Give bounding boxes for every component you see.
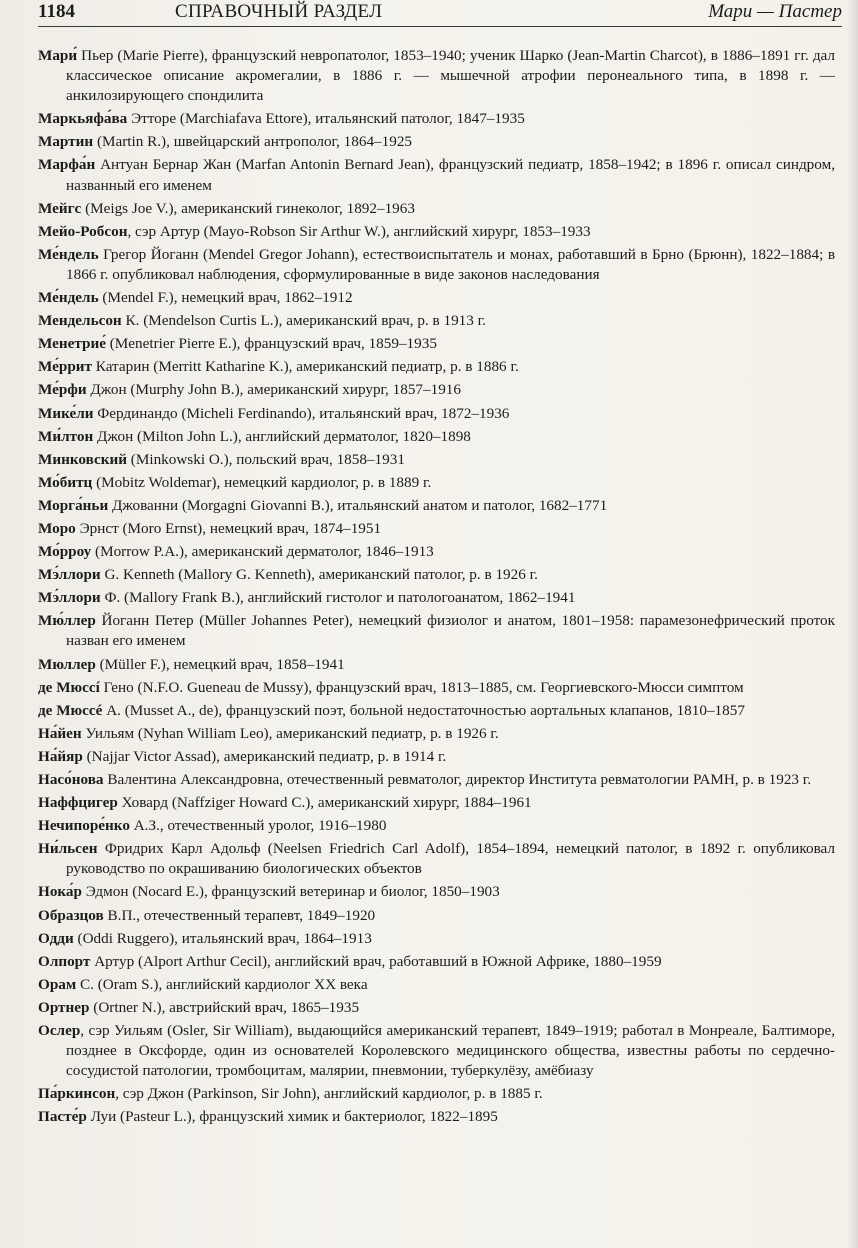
- entry-headword: Ме́ррит: [38, 358, 92, 376]
- entry-text: (Mobitz Woldemar), немецкий кардиолог, р. в 1889 г.: [92, 473, 432, 491]
- list-item: [38, 906, 835, 926]
- entry-text: Пьер (Marie Pierre), французский невропатолог, 1853–1940; ученик Шарко (Jean-Martin Charcot), в 1886–1891 гг. дал классическое описание акромегалии, в 1886 г. — мышечной атрофии перонеального типа, в 1898 г. — анкилозирующего спондилита: [66, 47, 835, 105]
- entry-text: А.З., отечественный уролог, 1916–1980: [129, 817, 387, 835]
- list-item: [38, 519, 835, 539]
- list-item: [38, 427, 835, 447]
- entry-text: (Müller F.), немецкий врач, 1858–1941: [95, 655, 345, 673]
- entry-headword: Орам: [38, 975, 77, 993]
- entry-text: (Ortner N.), австрийский врач, 1865–1935: [89, 998, 360, 1016]
- entry-text: , сэр Артур (Mayo-Robson Sir Arthur W.), английский хирург, 1853–1933: [127, 222, 591, 240]
- entry-text: Фридрих Карл Адольф (Neelsen Friedrich Carl Adolf), 1854–1894, немецкий патолог, в 1892 г. опубликовал руководство по окрашиванию биологических объектов: [66, 840, 835, 878]
- list-item: [38, 311, 835, 331]
- list-item: [38, 1021, 835, 1081]
- entry-text: Йоганн Петер (Müller Johannes Peter), немецкий физиолог и анатом, 1801–1958: парамезонефрический проток назван его именем: [66, 612, 835, 650]
- entry-text: (Meigs Joe V.), американский гинеколог, 1892–1963: [81, 199, 415, 217]
- entry-headword: Ни́льсен: [38, 840, 98, 858]
- header-rule: [38, 26, 842, 27]
- entry-text: С. (Oram S.), английский кардиолог XX века: [76, 975, 368, 993]
- section-title: СПРАВОЧНЫЙ РАЗДЕЛ: [175, 1, 383, 22]
- list-item: [38, 565, 835, 585]
- list-item: [38, 155, 835, 195]
- list-item: [38, 334, 835, 354]
- list-item: [38, 288, 835, 308]
- list-item: [38, 245, 835, 285]
- entry-headword: Насо́нова: [38, 771, 104, 788]
- entry-headword: Мо́рроу: [38, 543, 92, 561]
- entry-headword: Морга́ньи: [38, 496, 109, 514]
- entry-text: Фердинандо (Micheli Ferdinando), итальянский врач, 1872–1936: [93, 404, 510, 422]
- entry-text: Луи (Pasteur L.), французский химик и бактериолог, 1822–1895: [86, 1108, 498, 1126]
- entry-headword: Нока́р: [38, 883, 82, 901]
- entry-headword: Ме́ндель: [38, 289, 99, 307]
- entry-text: Антуан Бернар Жан (Marfan Antonin Bernard Jean), французский педиатр, 1858–1942; в 1896 г. описал синдром, названный его именем: [66, 156, 835, 194]
- entry-headword: Мо́битц: [38, 473, 93, 491]
- entry-headword: Менетрие́: [38, 335, 106, 353]
- entry-headword: де Мюссí: [38, 678, 100, 696]
- entry-headword: Па́ркинсон: [38, 1085, 116, 1103]
- entry-headword: На́йен: [38, 724, 82, 742]
- entry-text: (Oddi Ruggero), итальянский врач, 1864–1913: [73, 929, 372, 947]
- list-item: [38, 46, 835, 106]
- entry-text: (Menetrier Pierre E.), французский врач, 1859–1935: [105, 335, 437, 353]
- list-item: [38, 542, 835, 562]
- list-item: [38, 655, 835, 675]
- entry-text: Ховард (Naffziger Howard C.), американский хирург, 1884–1961: [117, 794, 532, 812]
- entry-headword: Пасте́р: [38, 1108, 87, 1126]
- entry-text: (Najjar Victor Assad), американский педиатр, р. в 1914 г.: [82, 747, 447, 765]
- list-item: [38, 816, 835, 836]
- list-item: [38, 1084, 835, 1104]
- entry-headword: Мю́ллер: [38, 612, 96, 630]
- entry-headword: Минковский: [38, 450, 127, 468]
- list-item: [38, 998, 835, 1018]
- entry-headword: Марфа́н: [38, 156, 96, 174]
- list-item: [38, 724, 835, 744]
- list-item: [38, 496, 835, 516]
- entry-headword: Образцов: [38, 906, 104, 924]
- list-item: [38, 882, 835, 902]
- entry-headword: Нечипоре́нко: [38, 817, 130, 835]
- entry-text: (Mendel F.), немецкий врач, 1862–1912: [98, 289, 353, 307]
- list-item: [38, 380, 835, 400]
- entry-text: В.П., отечественный терапевт, 1849–1920: [103, 906, 376, 924]
- entry-text: Артур (Alport Arthur Cecil), английский врач, работавший в Южной Африке, 1880–1959: [90, 952, 662, 970]
- entry-headword: Ме́рфи: [38, 381, 87, 399]
- list-item: [38, 199, 835, 219]
- entry-headword: де Мюссé: [38, 701, 103, 719]
- list-item: [38, 975, 835, 995]
- entry-headword: Моро: [38, 519, 76, 537]
- entry-headword: Одди: [38, 929, 74, 947]
- entry-text: Уильям (Nyhan William Leo), американский педиатр, р. в 1926 г.: [81, 724, 499, 742]
- list-item: [38, 747, 835, 767]
- entry-text: Этторе (Marchiafava Ettore), итальянский патолог, 1847–1935: [127, 110, 525, 128]
- running-title: Мари — Пастер: [708, 1, 842, 22]
- entry-text: , сэр Джон (Parkinson, Sir John), английский кардиолог, р. в 1885 г.: [115, 1085, 543, 1103]
- entry-list: [38, 46, 835, 1131]
- list-item: [38, 222, 835, 242]
- page-number: 1184: [38, 1, 75, 22]
- entry-text: Эрнст (Moro Ernst), немецкий врач, 1874–1951: [75, 519, 382, 537]
- list-item: [38, 678, 835, 698]
- entry-text: (Martin R.), швейцарский антрополог, 1864–1925: [93, 133, 413, 151]
- list-item: [38, 473, 835, 493]
- entry-text: , сэр Уильям (Osler, Sir William), выдающийся американский терапевт, 1849–1919; работал в Монреале, Балтиморе, позднее в Оксфорде, один из основателей Королевского медицинского общества, известны работы по сердечно-сосудистой патологии, тромбоцитам, малярии, пневмонии, туберкулёзу, амёбиазу: [66, 1022, 835, 1080]
- entry-text: Джон (Milton John L.), английский дерматолог, 1820–1898: [93, 427, 471, 445]
- entry-headword: Мюллер: [38, 655, 96, 673]
- list-item: [38, 109, 835, 129]
- page-header: [38, 0, 842, 26]
- entry-headword: Мэ́ллори: [38, 566, 101, 584]
- entry-text: Грегор Йоганн (Mendel Gregor Johann), естествоиспытатель и монах, работавший в Брно (Брюнн), 1822–1884; в 1866 г. опубликовал наблюдения, сформулированные в виде законов наследования: [66, 245, 835, 283]
- entry-text: Валентина Александровна, отечественный ревматолог, директор Института ревматологии РАМН, р. в 1923 г.: [103, 771, 812, 788]
- entry-headword: Мейгс: [38, 199, 82, 217]
- entry-text: (Morrow P.A.), американский дерматолог, 1846–1913: [91, 543, 434, 561]
- entry-text: Джованни (Morgagni Giovanni B.), итальянский анатом и патолог, 1682–1771: [108, 496, 608, 514]
- list-item: [38, 701, 835, 721]
- entry-text: Джон (Murphy John B.), американский хирург, 1857–1916: [86, 381, 461, 399]
- page-edge-shadow: [846, 0, 858, 1248]
- entry-headword: Мэ́ллори: [38, 589, 101, 607]
- entry-headword: Мартин: [38, 133, 94, 151]
- list-item: [38, 588, 835, 608]
- entry-text: Катарин (Merritt Katharine K.), американский педиатр, р. в 1886 г.: [91, 358, 519, 376]
- list-item: [38, 1107, 835, 1127]
- list-item: [38, 952, 835, 972]
- entry-headword: Мендельсон: [38, 312, 122, 330]
- entry-headword: Ме́ндель: [38, 245, 99, 263]
- list-item: [38, 839, 835, 879]
- entry-text: Эдмон (Nocard E.), французский ветеринар и биолог, 1850–1903: [81, 883, 500, 901]
- list-item: [38, 450, 835, 470]
- entry-headword: Наффцигер: [38, 794, 118, 812]
- entry-text: G. Kenneth (Mallory G. Kenneth), американский патолог, р. в 1926 г.: [100, 566, 538, 584]
- entry-headword: Мейо-Робсон: [38, 222, 128, 240]
- entry-text: (Minkowski O.), польский врач, 1858–1931: [126, 450, 405, 468]
- list-item: [38, 357, 835, 377]
- entry-text: Ф. (Mallory Frank B.), английский гистолог и патологоанатом, 1862–1941: [100, 589, 576, 607]
- entry-text: А. (Musset A., de), французский поэт, больной недостаточностью аортальных клапанов, 1810–1857: [102, 701, 745, 719]
- list-item: [38, 929, 835, 949]
- entry-headword: Маркьяфа́ва: [38, 110, 128, 128]
- entry-headword: Ортнер: [38, 998, 90, 1016]
- entry-headword: На́йяр: [38, 747, 83, 765]
- entry-headword: Олпорт: [38, 952, 91, 970]
- entry-headword: Ми́лтон: [38, 427, 94, 445]
- list-item: [38, 404, 835, 424]
- entry-headword: Мике́ли: [38, 404, 94, 422]
- list-item: [38, 770, 835, 790]
- list-item: [38, 132, 835, 152]
- list-item: [38, 611, 835, 651]
- entry-text: Гено (N.F.O. Gueneau de Mussy), французский врач, 1813–1885, см. Георгиевского-Мюсси симптом: [99, 678, 744, 696]
- list-item: [38, 793, 835, 813]
- entry-headword: Ослер: [38, 1022, 81, 1040]
- entry-headword: Мари́: [38, 47, 78, 64]
- entry-text: К. (Mendelson Curtis L.), американский врач, р. в 1913 г.: [121, 312, 486, 330]
